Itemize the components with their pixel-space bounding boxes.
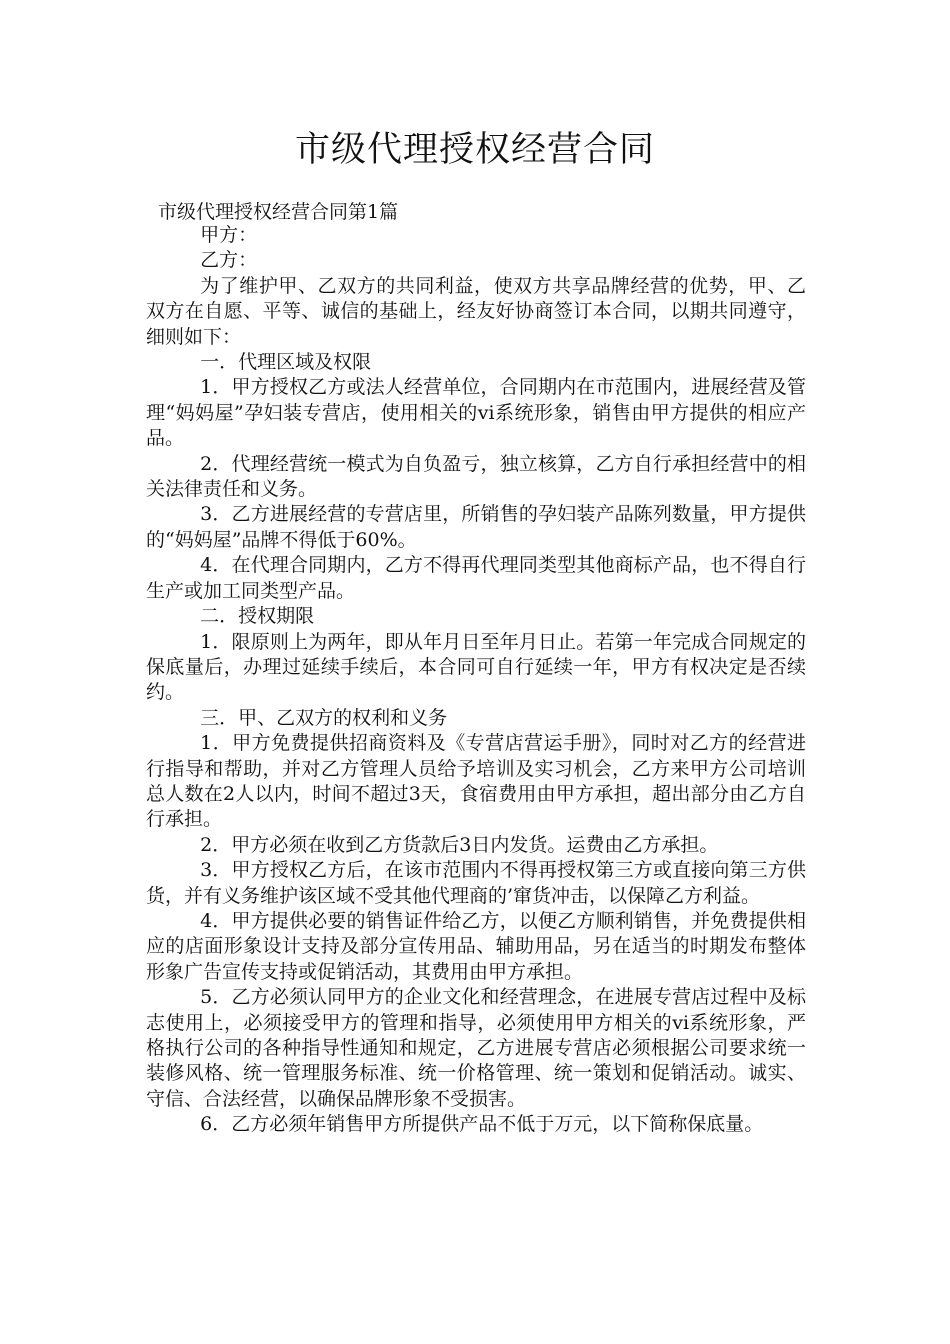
document-body [146, 223, 806, 1138]
document-title: 市级代理授权经营合同 [294, 130, 655, 170]
party-a-line: 甲方： [200, 224, 258, 246]
section-heading-agency-area: 一．代理区域及权限 [200, 351, 372, 374]
clause-paragraph: 2．甲方必须在收到乙方货款后3日内发货。运费由乙方承担。 [200, 833, 719, 856]
clause-paragraph: 3．甲方授权乙方后，在该市范围内不得再授权第三方或直接向第三方供货，并有义务维护该区域不受其他代理商的’窜货冲击，以保障乙方利益。 [146, 859, 806, 907]
clause-paragraph: 4．在代理合同期内，乙方不得再代理同类型其他商标产品，也不得自行生产或加工同类型产品。 [146, 554, 806, 602]
clause-paragraph: 2．代理经营统一模式为自负盈亏，独立核算，乙方自行承担经营中的相关法律责任和义务。 [146, 452, 806, 501]
clause-paragraph: 1．甲方免费提供招商资料及《专营店营运手册》，同时对乙方的经营进行指导和帮助，并对乙方管理人员给予培训及实习机会，乙方来甲方公司培训总人数在2人以内，时间不超过3天，食宿费用由甲方承担，超出部分由乙方自行承担。 [146, 732, 806, 831]
clause-paragraph: 6．乙方必须年销售甲方所提供产品不低于万元，以下简称保底量。 [200, 1113, 764, 1136]
clause-paragraph: 4．甲方提供必要的销售证件给乙方，以便乙方顺利销售，并免费提供相应的店面形象设计支持及部分宣传用品、辅助用品，另在适当的时期发布整体形象广告宣传支持或促销活动，其费用由甲方承担。 [146, 909, 806, 983]
section-heading-authorization-period: 二．授权期限 [200, 605, 315, 628]
clause-paragraph: 5．乙方必须认同甲方的企业文化和经营理念，在进展专营店过程中及标志使用上，必须接受甲方的管理和指导，必须使用甲方相关的vi系统形象，严格执行公司的各种指导性通知和规定，乙方进展专营店必须根据公司要求统一装修风格、统一管理服务标准、统一价格管理、统一策划和促销活动。诚实、守信、合法经营，以确保品牌形象不受损害。 [146, 986, 806, 1110]
section-heading: 市级代理授权经营合同第1篇 [158, 201, 399, 223]
preamble-paragraph: 为了维护甲、乙双方的共同利益，使双方共享品牌经营的优势，甲、乙双方在自愿、平等、诚信的基础上，经友好协商签订本合同，以期共同遵守，细则如下： [146, 274, 806, 348]
clause-paragraph: 1．甲方授权乙方或法人经营单位，合同期内在市范围内，进展经营及管理“妈妈屋”孕妇装专营店，使用相关的vi系统形象，销售由甲方提供的相应产品。 [146, 376, 806, 450]
clause-paragraph: 3．乙方进展经营的专营店里，所销售的孕妇装产品陈列数量，甲方提供的“妈妈屋”品牌不得低于60%。 [146, 503, 806, 551]
party-b-line: 乙方： [200, 249, 258, 272]
section-heading-rights-obligations: 三．甲、乙双方的权利和义务 [200, 706, 448, 729]
clause-paragraph: 1．限原则上为两年，即从年月日至年月日止。若第一年完成合同规定的保底量后，办理过延续手续后，本合同可自行延续一年，甲方有权决定是否续约。 [146, 630, 806, 704]
